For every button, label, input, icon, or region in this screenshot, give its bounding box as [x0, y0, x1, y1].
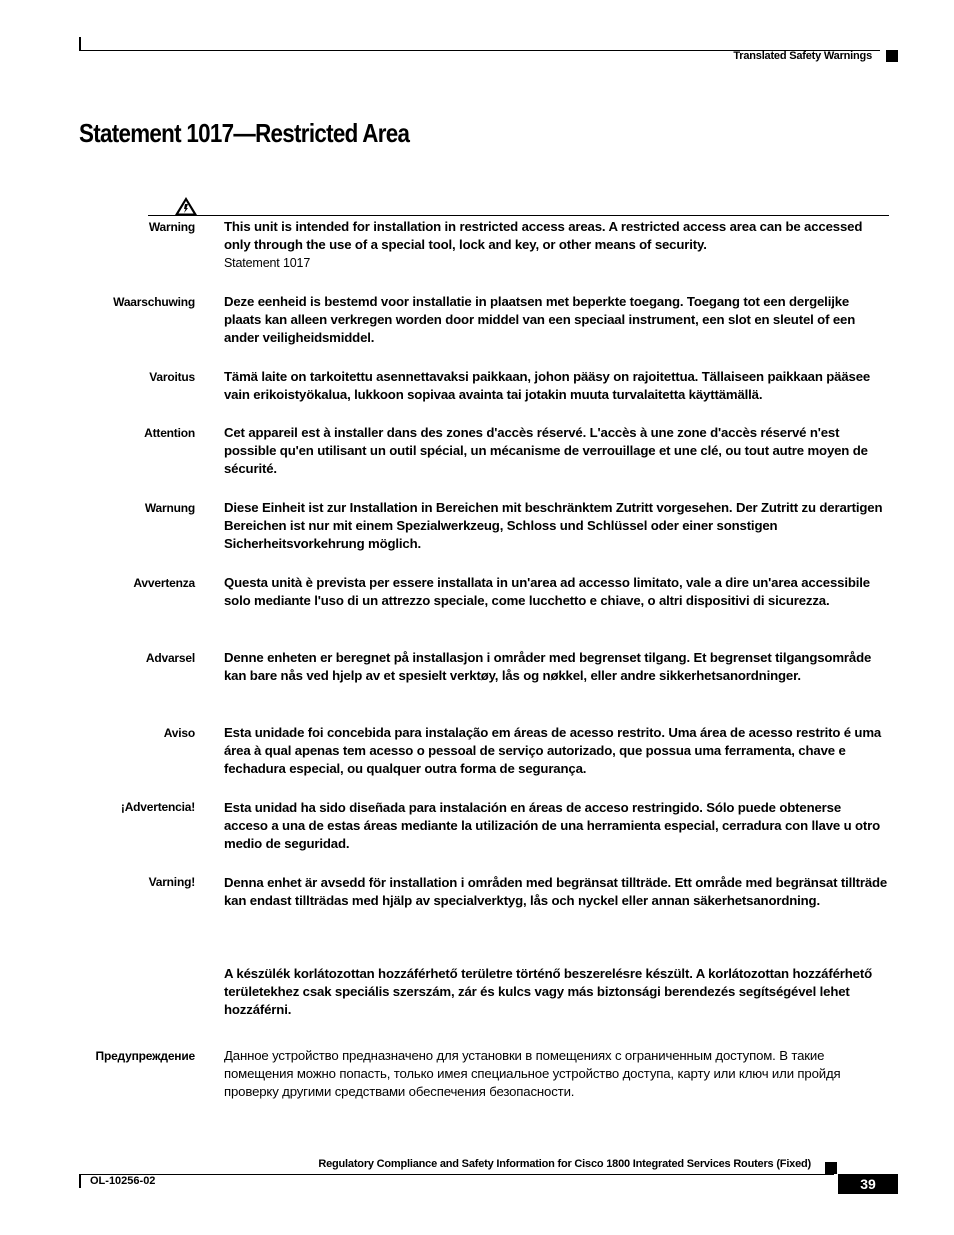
- warning-text-hu: A készülék korlátozottan hozzáférhető területre történő beszerelésre készült. A korlátozottan hozzáférhető területekhez csak speciális szerszám, zár és kulcs vagy más biztonsági berendezés segítségével lehet hozzáférni.: [224, 966, 873, 1017]
- warning-text-de: Diese Einheit ist zur Installation in Bereichen mit beschränktem Zutritt vorgesehen. Der Zutritt zu derartigen Bereichen ist nur mit einem Spezialwerkzeug, Schloss und Schlüssel oder einer sonstigen Sicherheitsvorkehrung möglich.: [224, 500, 883, 551]
- warning-label-es: ¡Advertencia!: [120, 800, 195, 814]
- warning-text-it: Questa unità è prevista per essere installata in un'area ad accesso limitato, vale a dire un'area accessibile solo mediante l'uso di un attrezzo speciale, come lucchetto e chiave, o altri dispositivi di sicurezza.: [224, 575, 870, 608]
- warning-label-en: Warning: [148, 220, 195, 234]
- warning-text: This unit is intended for installation in restricted access areas. A restricted access area can be accessed only through the use of a special tool, lock and key, or other means of security.: [224, 219, 863, 252]
- statement-number: Statement 1017: [224, 256, 311, 270]
- footer-doc-id: OL-10256-02: [90, 1175, 156, 1187]
- warning-text-fi: Tämä laite on tarkoitettu asennettavaksi paikkaan, johon pääsy on rajoitettua. Tällaiseen paikkaan pääsee vain erikoistyökalua, lukkoon sopivaa avainta tai jotakin muuta turvalaitetta käyttämällä.: [224, 369, 871, 402]
- warning-text-sv: Denna enhet är avsedd för installation i områden med begränsat tillträde. Ett område med begränsat tillträde kan endast tillträdas med hjälp av specialverktyg, lås och nyckel eller annan säkerhetsanordning.: [224, 875, 888, 908]
- page-number: 39: [838, 1174, 898, 1194]
- warning-label-sv: Varning!: [148, 875, 195, 889]
- warning-text-no: Denne enheten er beregnet på installasjon i områder med begrenset tilgang. Et begrenset tilgangsområde kan bare nås ved hjelp av et spesielt verktøy, lås og nøkkel, eller andre sikkerhetsanordninger.: [224, 650, 872, 683]
- warning-label-fr: Attention: [144, 426, 195, 440]
- warning-triangle-icon: [174, 196, 198, 216]
- running-header: Translated Safety Warnings: [733, 50, 872, 62]
- footer-document-title: Regulatory Compliance and Safety Information for Cisco 1800 Integrated Services Routers (Fixed): [318, 1158, 811, 1170]
- warning-text-fr: Cet appareil est à installer dans des zones d'accès réservé. L'accès à une zone d'accès réservé n'est possible qu'en utilisant un outil spécial, un mécanisme de verrouillage et une clé, ou tout autre moyen de sécurité.: [224, 425, 868, 476]
- header-block-marker: [886, 50, 898, 62]
- footer-block-marker: [825, 1162, 837, 1174]
- warning-text-pt: Esta unidade foi concebida para instalação em áreas de acesso restrito. Uma área de acesso restrito é uma área à qual apenas tem acesso o pessoal de serviço autorizado, que possua uma ferramenta, chave e fechadura especial, ou qualquer outra forma de segurança.: [224, 725, 882, 776]
- warning-text-es: Esta unidad ha sido diseñada para instalación en áreas de acceso restringido. Sólo puede obtenerse acceso a una de estas áreas mediante la utilización de una herramienta especial, cerradura con llave u otro medio de seguridad.: [224, 800, 881, 851]
- warning-label-nl: Waarschuwing: [113, 295, 195, 309]
- footer-tick-mark: [79, 1174, 81, 1188]
- warning-label-it: Avvertenza: [133, 576, 195, 590]
- page-title: Statement 1017—Restricted Area: [79, 118, 410, 148]
- warning-text-nl: Deze eenheid is bestemd voor installatie in plaatsen met beperkte toegang. Toegang tot een dergelijke plaats kan alleen verkregen worden door middel van een speciaal instrument, een slot en sleutel of een ander veiligheidsmiddel.: [224, 294, 856, 345]
- warning-label-de: Warnung: [144, 501, 195, 515]
- warning-label-pt: Aviso: [163, 726, 195, 740]
- warning-label-ru: Предупреждение: [95, 1049, 195, 1063]
- header-tick-mark: [79, 37, 81, 51]
- warning-label-no: Advarsel: [145, 651, 195, 665]
- warning-rule: [148, 215, 889, 216]
- footer-rule: [79, 1174, 834, 1175]
- warning-text-en: [224, 218, 888, 272]
- warning-text-ru: Данное устройство предназначено для установки в помещениях с ограниченным доступом. В такие помещения можно попасть, только имея специальное устройство доступа, карту или ключ или пройдя проверку другими средствами обеспечения безопасности.: [224, 1048, 841, 1099]
- warning-label-fi: Varoitus: [149, 370, 195, 384]
